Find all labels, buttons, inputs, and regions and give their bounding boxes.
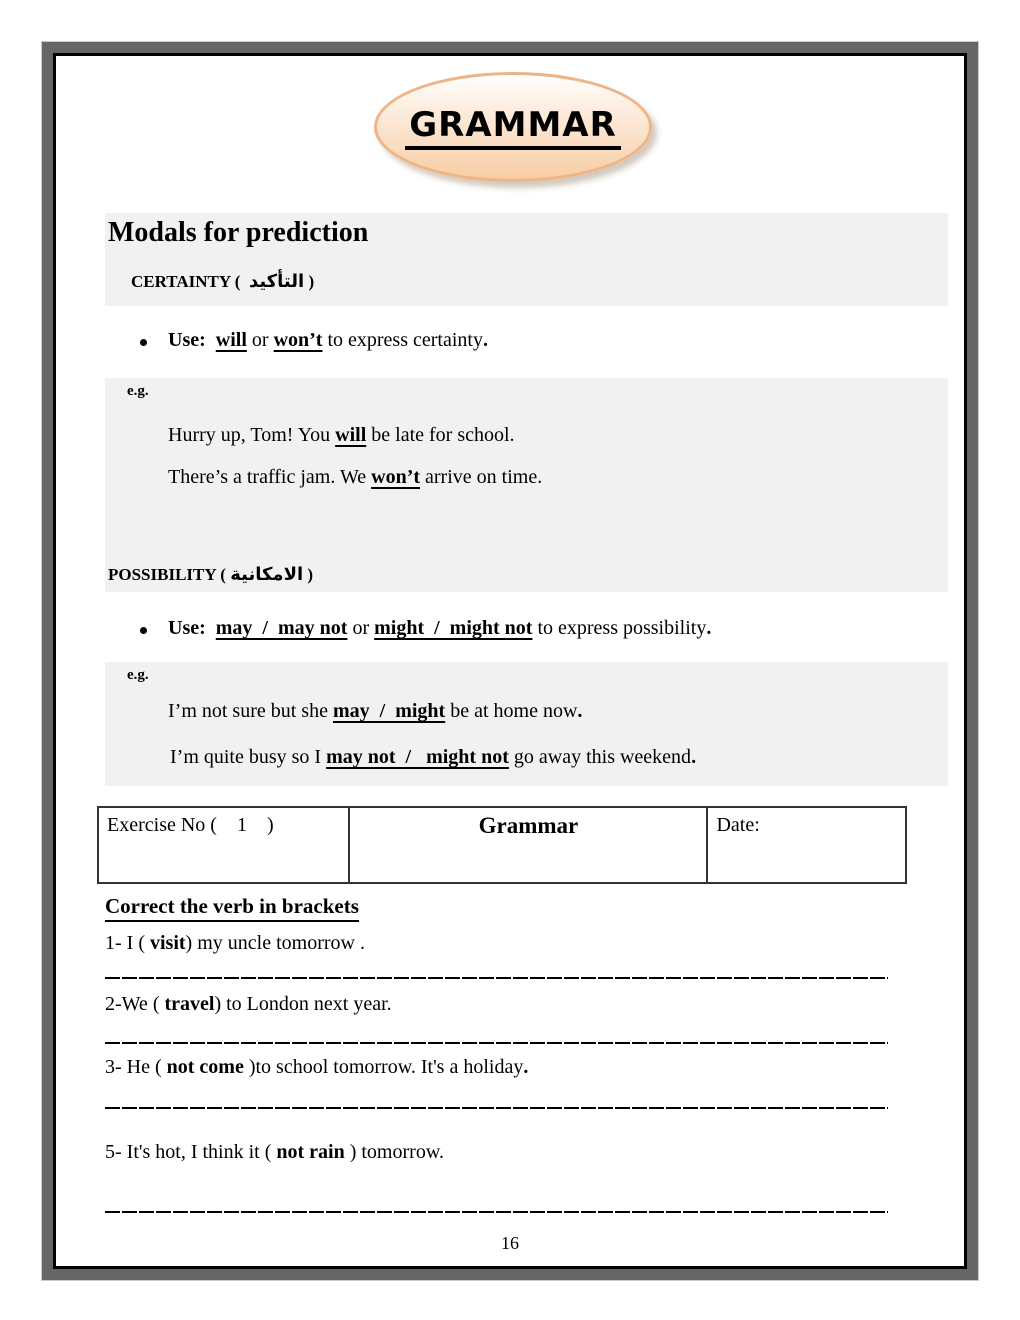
eg-label: e.g. <box>127 383 149 399</box>
possibility-example-block <box>105 662 948 786</box>
certainty-example-2: There’s a traffic jam. We won’t arrive on time. <box>168 466 543 488</box>
exercise-instruction: Correct the verb in brackets <box>105 894 359 922</box>
possibility-use-text: Use: may / may not or might / might not to express possibility. <box>168 617 712 639</box>
page-number: 16 <box>501 1233 519 1253</box>
question-5: 5- It's hot, I think it ( not rain ) tomorrow. <box>105 1141 444 1163</box>
page-frame <box>41 41 979 1281</box>
possibility-example-1: I’m not sure but she may / might be at home now. <box>168 700 583 722</box>
worksheet-page <box>53 53 967 1269</box>
question-1: 1- I ( visit) my uncle tomorrow . <box>105 932 365 954</box>
question-3: 3- He ( not come )to school tomorrow. It's a holiday. <box>105 1056 529 1078</box>
answer-line-2 <box>105 1042 888 1044</box>
possibility-example-2: I’m quite busy so I may not / might not go away this weekend. <box>170 746 697 768</box>
possibility-heading: POSSIBILITY ( الامكانية ) <box>108 564 314 585</box>
question-2: 2-We ( travel) to London next year. <box>105 993 392 1015</box>
eg-label: e.g. <box>127 667 149 683</box>
bullet-icon <box>140 627 147 634</box>
certainty-heading: CERTAINTY ( التأكيد ) <box>131 271 315 292</box>
answer-line-3 <box>105 1107 888 1109</box>
answer-line-4 <box>105 1211 888 1213</box>
answer-line-1 <box>105 977 888 979</box>
exercise-title-cell: Grammar <box>350 808 708 882</box>
certainty-use-text: Use: will or won’t to express certainty. <box>168 329 488 351</box>
modals-heading-block <box>105 213 948 306</box>
exercise-header-table <box>97 806 907 884</box>
certainty-use-bullet <box>140 329 488 352</box>
exercise-number-cell: Exercise No ( 1 ) <box>99 808 350 882</box>
banner-title: GRAMMAR <box>405 105 621 150</box>
bullet-icon <box>140 339 147 346</box>
exercise-date-cell: Date: <box>716 814 760 836</box>
grammar-banner-oval <box>374 72 652 182</box>
section-heading: Modals for prediction <box>108 217 369 248</box>
certainty-example-1: Hurry up, Tom! You will be late for school. <box>168 424 515 446</box>
page-content <box>56 56 964 1260</box>
certainty-example-block <box>105 378 948 592</box>
possibility-use-bullet <box>140 617 711 640</box>
